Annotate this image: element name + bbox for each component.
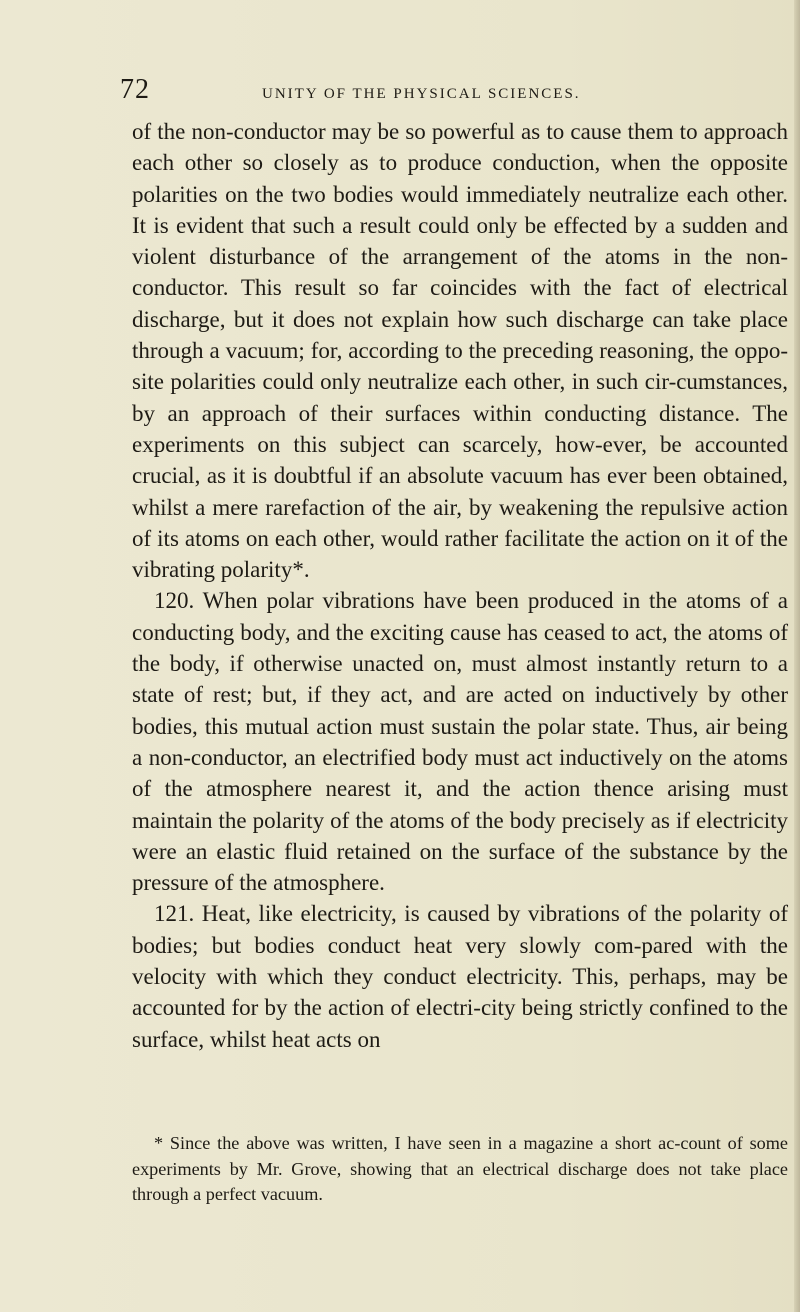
footnote: * Since the above was written, I have seen in a magazine a short ac-count of some experiments by Mr. Grove, showing that an electrical discharge does not take place through a perfect vacuum. xyxy=(132,1133,788,1205)
page-header xyxy=(0,72,800,112)
body-text xyxy=(132,116,788,1055)
page-edge xyxy=(794,0,800,1312)
paragraph: 120. When polar vibrations have been produced in the atoms of a conducting body, and the exciting cause has ceased to act, the atoms of the body, if otherwise unacted on, must almost instantly return to a state of rest; but, if they act, and are acted on inductively by other bodies, this mutual action must sustain the polar state. Thus, air being a non-conductor, an electrified body must act inductively on the atoms of the atmosphere nearest it, and the action thence arising must maintain the polarity of the atoms of the body precisely as if electricity were an elastic fluid retained on the surface of the substance by the pressure of the atmosphere. xyxy=(132,588,788,896)
running-head: UNITY OF THE PHYSICAL SCIENCES. xyxy=(262,86,581,102)
paragraph: 121. Heat, like electricity, is caused by vibrations of the polarity of bodies; but bodies conduct heat very slowly com-pared with the velocity with which they conduct electricity. This, perhaps, may be accounted for by the action of electri-city being strictly confined to the surface, whilst heat acts on xyxy=(132,901,788,1052)
page-number: 72 xyxy=(120,74,150,105)
paragraph: of the non-conductor may be so powerful as to cause them to approach each other so closely as to produce conduction, when the opposite polarities on the two bodies would immediately neutralize each other. It is evident that such a result could only be effected by a sudden and violent disturbance of the arrangement of the atoms in the non-conductor. This result so far coincides with the fact of electrical discharge, but it does not explain how such discharge can take place through a vacuum; for, according to the preceding reasoning, the oppo-site polarities could only neutralize each other, in such cir-cumstances, by an approach of their surfaces within conducting distance. The experiments on this subject can scarcely, how-ever, be accounted crucial, as it is doubtful if an absolute vacuum has ever been obtained, whilst a mere rarefaction of the air, by weakening the repulsive action of its atoms on each other, would rather facilitate the action on it of the vibrating polarity*. xyxy=(132,119,788,583)
